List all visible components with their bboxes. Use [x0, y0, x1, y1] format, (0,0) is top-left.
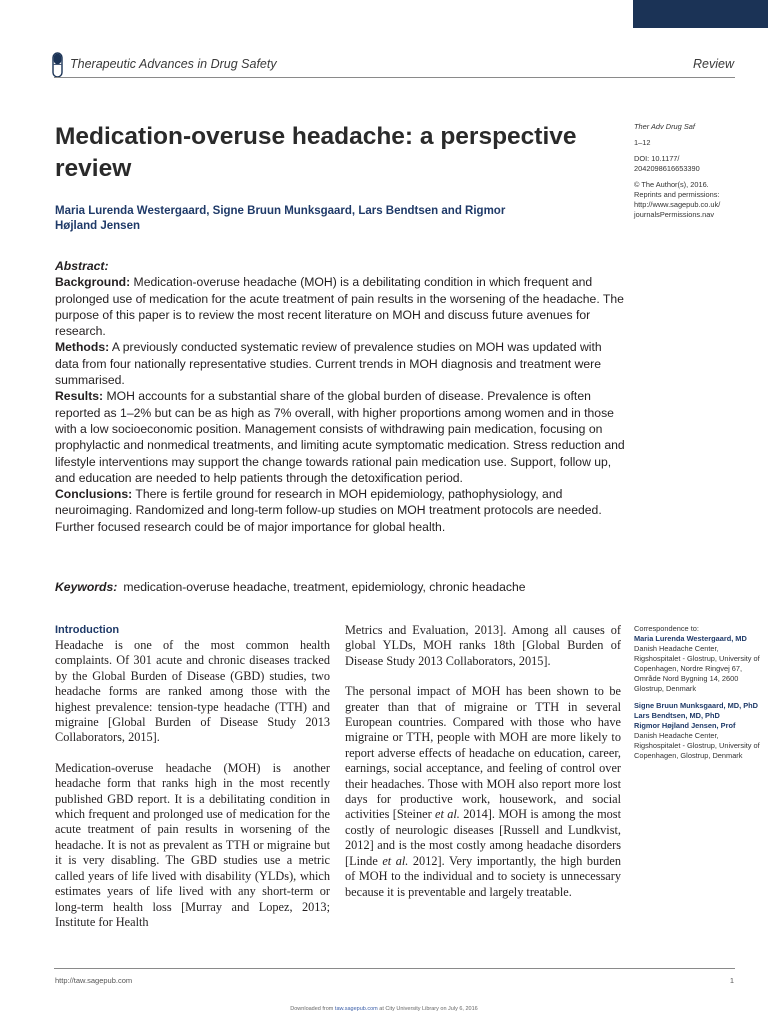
coauthor-name: Signe Bruun Munksgaard, MD, PhD: [634, 701, 759, 710]
journal-abbrev: Ther Adv Drug Saf: [634, 122, 695, 131]
correspondence-author-address: Danish Headache Center, Rigshospitalet - Glostrup, University of Copenhagen, Nordre Ringvej 67, Område Nord Bygning 14, 2600 Glostrup, Denmark: [634, 644, 760, 693]
keywords: [55, 580, 625, 594]
correspondence-author-name: Maria Lurenda Westergaard, MD: [634, 634, 747, 643]
body-paragraph: Headache is one of the most common health complaints. Of 301 acute and chronic diseases tracked by the Global Burden of Disease (GBD) studies, two headache forms are ranked among those with the highest prevalence: tension-type headache (TTH) and migraine [Global Burden of Disease Study 2013 Collaborators, 2015].: [55, 638, 330, 745]
keywords-list: medication-overuse headache, treatment, epidemiology, chronic headache: [123, 580, 526, 594]
article-metadata: [634, 122, 754, 220]
reprints-label: Reprints and permissions:: [634, 190, 720, 199]
corner-brand-block: [633, 0, 768, 28]
abstract-conclusions: Conclusions: There is fertile ground for research in MOH epidemiology, pathophysiology, and neuroimaging. Randomized and long-term follow-up studies on MOH treatment protocols are needed. Further focused research could be of major importance for global health.: [55, 487, 602, 534]
body-paragraph: The personal impact of MOH has been shown to be greater than that of migraine or TTH in several European countries. Compared with those who have migraine or TTH, people with MOH are more likely to report adverse effects of headache on education, career, earnings, social acceptance, and feeling of control over their headaches. Those with MOH also report more lost days for productive work, housework, and social activities [Steiner et al. 2014]. MOH is among the most costly of neurologic diseases [Russell and Lundkvist, 2012] and is the most costly among headache disorders [Linde et al. 2012]. Very importantly, the high burden of MOH to the individual and to society is unnecessary because it is preventable and largely treatable.: [345, 684, 622, 899]
doi-label: DOI: 10.1177/: [634, 154, 680, 163]
journal-logo-icon: [52, 52, 63, 78]
download-source-link[interactable]: taw.sagepub.com: [334, 1006, 378, 1012]
header-divider: [54, 77, 735, 78]
abstract-results: Results: MOH accounts for a substantial share of the global burden of disease. Prevalence is often reported as 1–2% but can be as high as 7% overall, with higher proportions among women and in those with a low socioeconomic position. Management consists of withdrawing pain medication, focusing on prophylactic and nonmedical treatments, and limiting acute symptomatic medication. Stress reduction and lifestyle interventions may support the change towards rational pain medication use. Support, follow up, and education are needed to help patients through the detoxification period.: [55, 389, 625, 485]
correspondence-label: Correspondence to:: [634, 624, 699, 633]
abstract-background: Background: Medication-overuse headache (MOH) is a debilitating condition in which frequent and prolonged use of medication for the acute treatment of pain results in the worsening of the headache. The purpose of this paper is to review the most recent literature on MOH and discuss future avenues for research.: [55, 275, 624, 339]
reprints-link[interactable]: http://www.sagepub.co.uk/: [634, 200, 721, 209]
abstract-heading: Abstract:: [55, 259, 109, 273]
page-range: 1–12: [634, 138, 651, 147]
journal-title: Therapeutic Advances in Drug Safety: [70, 57, 277, 71]
body-column-right: [345, 623, 621, 915]
body-column-left: [55, 623, 330, 945]
coauthor-name: Lars Bendtsen, MD, PhD: [634, 711, 720, 720]
section-heading-introduction: Introduction: [55, 624, 120, 636]
abstract-methods: Methods: A previously conducted systematic review of prevalence studies on MOH was updated with data from four nationally representative studies. Current trends in MOH diagnosis and treatment were summarised.: [55, 340, 602, 388]
doi-value[interactable]: 2042098616653390: [634, 164, 700, 173]
reprints-link-cont[interactable]: journalsPermissions.nav: [634, 210, 715, 219]
coauthors-address: Danish Headache Center, Rigshospitalet - Glostrup, University of Copenhagen, Glostrup, Denmark: [634, 731, 760, 760]
body-paragraph: Metrics and Evaluation, 2013]. Among all causes of global YLDs, MOH ranks 18th [Global Burden of Disease Study 2013 Collaborators, 2015].: [345, 623, 621, 668]
article-authors: Maria Lurenda Westergaard, Signe Bruun Munksgaard, Lars Bendtsen and Rigmor Højland Jensen: [55, 205, 506, 232]
abstract: [55, 258, 625, 535]
keywords-label: Keywords:: [55, 580, 118, 594]
download-notice: Downloaded from taw.sagepub.com at City University Library on July 6, 2016: [290, 1006, 478, 1012]
article-title: Medication-overuse headache: a perspective review: [55, 123, 577, 182]
coauthor-name: Rigmor Højland Jensen, Prof: [634, 721, 736, 730]
body-paragraph: Medication-overuse headache (MOH) is another headache form that ranks high in the most recently published GBD report. It is a debilitating condition in which frequent and prolonged use of medication for the acute treatment of pain results in worsening of the headache. It is not as prevalent as TTH or migraine but it is very disabling. The GBD studies use a metric called years of life lived with disability (YLDs), which estimates years of life lived with any short-term or long-term health loss [Murray and Lopez, 2013; Institute for Health: [55, 760, 330, 929]
footer-journal-url[interactable]: http://taw.sagepub.com: [55, 976, 133, 985]
copyright-notice: © The Author(s), 2016.: [634, 180, 709, 189]
page-number: 1: [729, 976, 734, 985]
footer-divider: [54, 968, 735, 969]
article-type: Review: [693, 57, 734, 71]
correspondence-box: [634, 624, 762, 761]
